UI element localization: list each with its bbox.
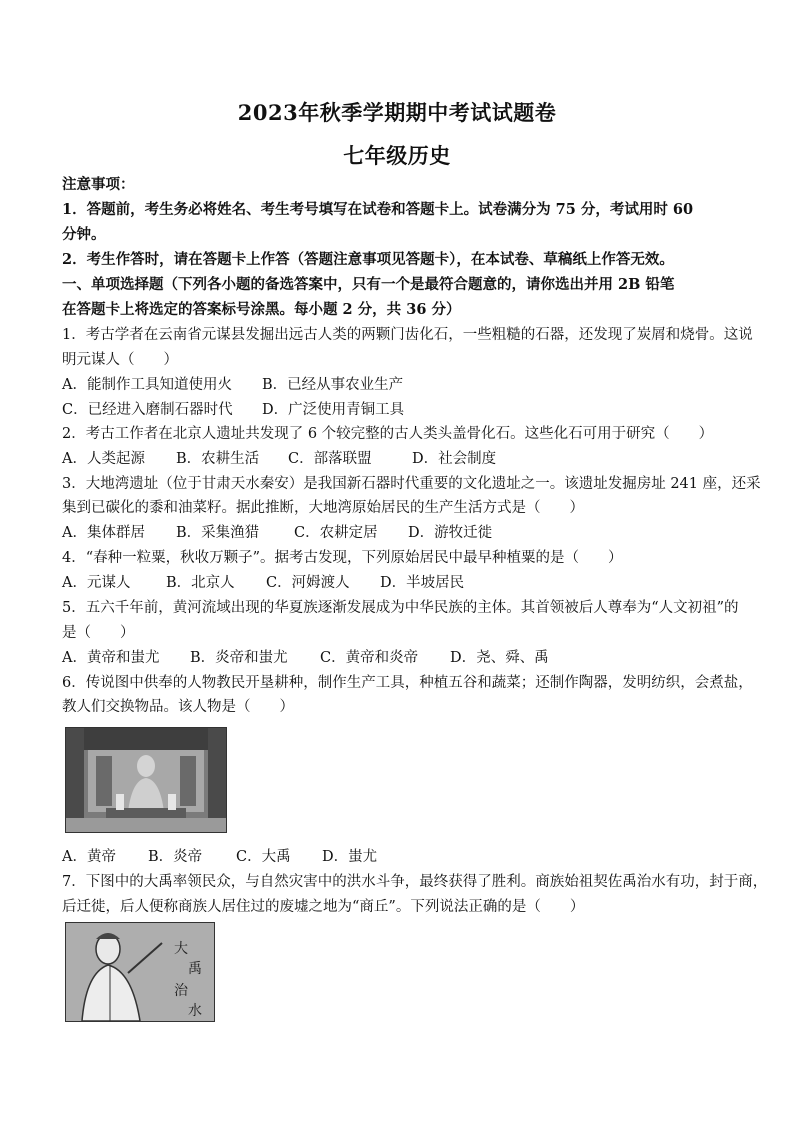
question-4-stem: 4．“春种一粒粟，秋收万颗子”。据考古发现，下列原始居民中最早种植粟的是（ ） <box>62 550 623 566</box>
question-4-option-b: B．北京人 <box>166 575 235 591</box>
notice-heading: 注意事项： <box>62 176 135 193</box>
notice-item-2: 2．考生作答时，请在答题卡上作答（答题注意事项见答题卡），在本试卷、草稿纸上作答无效。 <box>62 251 674 268</box>
svg-text:禹: 禹 <box>188 961 202 977</box>
question-2-option-a: A．人类起源 <box>62 451 145 467</box>
question-5-options <box>62 648 742 668</box>
question-5-stem: 5．五六千年前，黄河流域出现的华夏族逐渐发展成为中华民族的主体。其首领被后人尊奉为“人文初祖”的 <box>62 600 739 616</box>
question-6-options <box>62 847 742 867</box>
question-2-option-d: D．社会制度 <box>412 451 497 467</box>
question-6-option-c: C．大禹 <box>236 849 291 865</box>
question-2-option-c: C．部落联盟 <box>288 451 372 467</box>
question-3-option-a: A．集体群居 <box>62 525 145 541</box>
question-6-option-d: D．蚩尤 <box>322 849 378 865</box>
question-6-stem-cont: 教人们交换物品。该人物是（ ） <box>62 699 294 715</box>
question-2-option-b: B．农耕生活 <box>176 451 260 467</box>
question-3-option-c: C．农耕定居 <box>294 525 378 541</box>
question-1-option-c: C．已经进入磨制石器时代 <box>62 402 233 418</box>
question-3-stem-cont: 集到已碳化的黍和油菜籽。据此推断，大地湾原始居民的生产生活方式是（ ） <box>62 500 584 516</box>
exam-title: 2023年秋季学期期中考试试题卷 <box>237 100 557 125</box>
notice-item-1-cont: 分钟。 <box>62 226 106 243</box>
question-4-option-c: C．河姆渡人 <box>266 575 350 591</box>
question-1-option-d: D．广泛使用青铜工具 <box>262 402 405 418</box>
question-4-options <box>62 573 742 593</box>
question-3-option-d: D．游牧迁徙 <box>408 525 493 541</box>
question-7-photo-dayu <box>65 922 215 1022</box>
exam-subtitle: 七年级历史 <box>343 143 451 168</box>
svg-text:大: 大 <box>174 941 188 957</box>
question-7-stem-cont: 后迁徙，后人便称商族人居住过的废墟之地为“商丘”。下列说法正确的是（ ） <box>62 899 585 915</box>
section-1-heading: 一、单项选择题（下列各小题的备选答案中，只有一个是最符合题意的，请你选出并用 2B 铅笔 <box>62 276 675 293</box>
question-1-options-row-2 <box>62 400 742 420</box>
question-2-stem: 2．考古工作者在北京人遗址共发现了 6 个较完整的古人类头盖骨化石。这些化石可用于研究（ ） <box>62 426 714 442</box>
question-5-option-a: A．黄帝和蚩尤 <box>62 650 160 666</box>
question-6-photo-shrine <box>65 727 227 833</box>
dayu-flood-control-image <box>66 923 214 1021</box>
question-5-stem-cont: 是（ ） <box>62 625 135 641</box>
question-6-option-a: A．黄帝 <box>62 849 116 865</box>
question-4-option-d: D．半坡居民 <box>380 575 465 591</box>
question-2-options <box>62 449 742 469</box>
notice-item-1: 1．答题前，考生务必将姓名、考生考号填写在试卷和答题卡上。试卷满分为 75 分，考试用时 60 <box>62 201 694 218</box>
section-1-heading-cont: 在答题卡上将选定的答案标号涂黑。每小题 2 分，共 36 分） <box>62 301 461 318</box>
question-4-option-a: A．元谋人 <box>62 575 131 591</box>
question-1-options-row-1 <box>62 375 742 395</box>
question-1-option-b: B．已经从事农业生产 <box>262 377 404 393</box>
svg-text:水: 水 <box>188 1003 202 1019</box>
question-7-stem: 7．下图中的大禹率领民众，与自然灾害中的洪水斗争，最终获得了胜利。商族始祖契佐禹治水有功，封于商， <box>62 874 768 890</box>
question-6-option-b: B．炎帝 <box>148 849 203 865</box>
question-1-stem: 1．考古学者在云南省元谋县发掘出远古人类的两颗门齿化石，一些粗糙的石器，还发现了炭屑和烧骨。这说 <box>62 327 753 343</box>
svg-text:治: 治 <box>174 983 188 999</box>
question-1-option-a: A．能制作工具知道使用火 <box>62 377 232 393</box>
question-6-stem: 6．传说图中供奉的人物教民开垦耕种，制作生产工具，种植五谷和蔬菜；还制作陶器，发明纺织，会煮盐， <box>62 675 753 691</box>
question-5-option-d: D．尧、舜、禹 <box>450 650 549 666</box>
question-3-options <box>62 523 742 543</box>
question-3-option-b: B．采集渔猎 <box>176 525 260 541</box>
question-5-option-c: C．黄帝和炎帝 <box>320 650 419 666</box>
question-3-stem: 3．大地湾遗址（位于甘肃天水秦安）是我国新石器时代重要的文化遗址之一。该遗址发掘房址 241 座，还采 <box>62 476 761 492</box>
question-1-stem-cont: 明元谋人（ ） <box>62 352 178 368</box>
shrine-statue-image <box>66 728 226 832</box>
question-5-option-b: B．炎帝和蚩尤 <box>190 650 288 666</box>
